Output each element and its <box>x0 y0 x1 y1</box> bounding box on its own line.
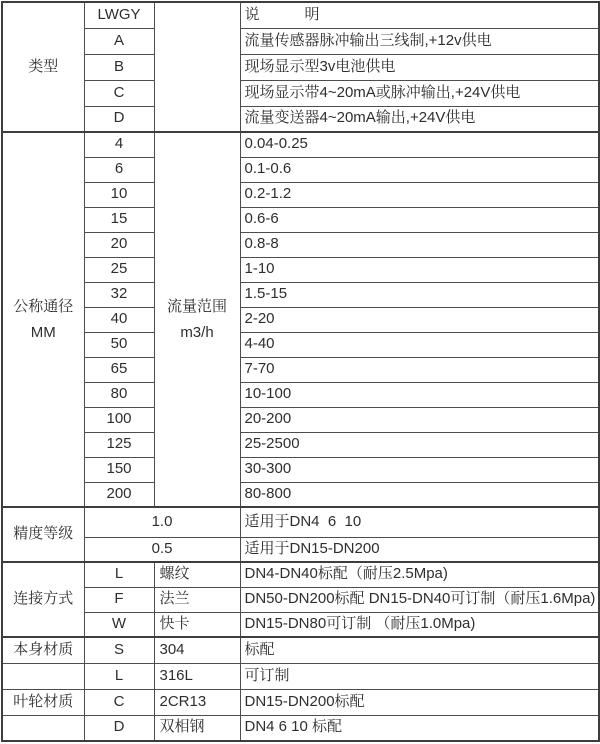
table-row <box>2 407 599 432</box>
dn-value-cell: 4 <box>84 132 154 157</box>
dn-value-cell: 15 <box>84 207 154 232</box>
table-row <box>2 157 599 182</box>
table-row <box>2 106 599 132</box>
flow-range-value-cell: 0.04-0.25 <box>240 132 599 157</box>
dn-value-cell: 32 <box>84 282 154 307</box>
diameter-label-line1: 公称通径 <box>13 297 74 315</box>
table-row <box>2 562 599 587</box>
dn-value-cell: 150 <box>84 457 154 482</box>
flow-range-value-cell: 30-300 <box>240 457 599 482</box>
material-desc-cell: DN15-DN200标配 <box>240 689 599 715</box>
type-desc-cell: 流量传感器脉冲输出三线制,+12v供电 <box>240 28 599 54</box>
type-code-cell: A <box>84 28 154 54</box>
table-row <box>2 332 599 357</box>
type-desc-cell: 流量变送器4~20mA输出,+24V供电 <box>240 106 599 132</box>
material-code-cell: C <box>84 689 154 715</box>
flow-range-value-cell: 1.5-15 <box>240 282 599 307</box>
flowmeter-spec-table <box>1 1 600 742</box>
material-label-empty <box>2 663 84 689</box>
type-desc-header: 说 明 <box>240 2 599 28</box>
type-model-cell: LWGY <box>84 2 154 28</box>
material-desc-cell: 标配 <box>240 637 599 663</box>
table-row <box>2 432 599 457</box>
flow-range-value-cell: 4-40 <box>240 332 599 357</box>
flow-range-label-line2: m3/h <box>180 323 214 341</box>
material-name-cell: 双相钢 <box>154 715 240 741</box>
flow-range-value-cell: 0.6-6 <box>240 207 599 232</box>
table-row <box>2 507 599 537</box>
flow-range-value-cell: 7-70 <box>240 357 599 382</box>
table-row <box>2 207 599 232</box>
table-row <box>2 612 599 637</box>
type-desc-cell: 现场显示型3v电池供电 <box>240 54 599 80</box>
table-row <box>2 182 599 207</box>
diameter-label-line2: MM <box>30 323 56 341</box>
body-material-label: 本身材质 <box>2 637 84 663</box>
type-code-cell: D <box>84 106 154 132</box>
dn-value-cell: 20 <box>84 232 154 257</box>
connection-name-cell: 法兰 <box>154 587 240 612</box>
dn-value-cell: 200 <box>84 482 154 507</box>
type-code-cell: C <box>84 80 154 106</box>
table-row <box>2 537 599 562</box>
accuracy-class-cell: 1.0 <box>84 507 240 537</box>
flow-range-value-cell: 20-200 <box>240 407 599 432</box>
connection-section-label: 连接方式 <box>2 562 84 637</box>
table-row <box>2 587 599 612</box>
material-name-cell: 316L <box>154 663 240 689</box>
accuracy-class-cell: 0.5 <box>84 537 240 562</box>
dn-value-cell: 100 <box>84 407 154 432</box>
connection-code-cell: W <box>84 612 154 637</box>
connection-desc-cell: DN15-DN80可订制 （耐压1.0Mpa) <box>240 612 599 637</box>
table-row <box>2 282 599 307</box>
table-row <box>2 2 599 28</box>
material-desc-cell: DN4 6 10 标配 <box>240 715 599 741</box>
material-code-cell: S <box>84 637 154 663</box>
connection-code-cell: F <box>84 587 154 612</box>
table-row <box>2 715 599 741</box>
flow-range-value-cell: 0.2-1.2 <box>240 182 599 207</box>
flow-range-value-cell: 0.8-8 <box>240 232 599 257</box>
connection-name-cell: 螺纹 <box>154 562 240 587</box>
table-row <box>2 132 599 157</box>
dn-value-cell: 40 <box>84 307 154 332</box>
dn-value-cell: 50 <box>84 332 154 357</box>
material-code-cell: D <box>84 715 154 741</box>
dn-value-cell: 10 <box>84 182 154 207</box>
impeller-material-label: 叶轮材质 <box>2 689 84 715</box>
type-section-label: 类型 <box>2 2 84 132</box>
table-row <box>2 232 599 257</box>
material-label-empty <box>2 715 84 741</box>
type-code-cell: B <box>84 54 154 80</box>
table-row <box>2 382 599 407</box>
table-row <box>2 80 599 106</box>
type-desc-cell: 现场显示带4~20mA或脉冲输出,+24V供电 <box>240 80 599 106</box>
table-row <box>2 54 599 80</box>
connection-name-cell: 快卡 <box>154 612 240 637</box>
dn-value-cell: 80 <box>84 382 154 407</box>
dn-value-cell: 65 <box>84 357 154 382</box>
table-row <box>2 307 599 332</box>
flow-range-label <box>154 132 240 507</box>
flow-range-label-line1: 流量范围 <box>166 297 227 315</box>
diameter-section-label <box>2 132 84 507</box>
accuracy-desc-cell: 适用于DN4 6 10 <box>240 507 599 537</box>
accuracy-desc-cell: 适用于DN15-DN200 <box>240 537 599 562</box>
table-row <box>2 28 599 54</box>
table-row <box>2 689 599 715</box>
table-row <box>2 482 599 507</box>
table-row <box>2 257 599 282</box>
dn-value-cell: 125 <box>84 432 154 457</box>
connection-desc-cell: DN50-DN200标配 DN15-DN40可订制（耐压1.6Mpa) <box>240 587 599 612</box>
flow-range-value-cell: 80-800 <box>240 482 599 507</box>
material-name-cell: 2CR13 <box>154 689 240 715</box>
dn-value-cell: 6 <box>84 157 154 182</box>
flow-range-value-cell: 25-2500 <box>240 432 599 457</box>
connection-code-cell: L <box>84 562 154 587</box>
connection-desc-cell: DN4-DN40标配（耐压2.5Mpa) <box>240 562 599 587</box>
table-row <box>2 637 599 663</box>
dn-value-cell: 25 <box>84 257 154 282</box>
flow-range-value-cell: 10-100 <box>240 382 599 407</box>
table-row <box>2 663 599 689</box>
material-desc-cell: 可订制 <box>240 663 599 689</box>
material-name-cell: 304 <box>154 637 240 663</box>
material-code-cell: L <box>84 663 154 689</box>
flow-range-value-cell: 1-10 <box>240 257 599 282</box>
type-empty-cell <box>154 2 240 132</box>
table-row <box>2 457 599 482</box>
accuracy-section-label: 精度等级 <box>2 507 84 562</box>
table-row <box>2 357 599 382</box>
flow-range-value-cell: 2-20 <box>240 307 599 332</box>
flow-range-value-cell: 0.1-0.6 <box>240 157 599 182</box>
